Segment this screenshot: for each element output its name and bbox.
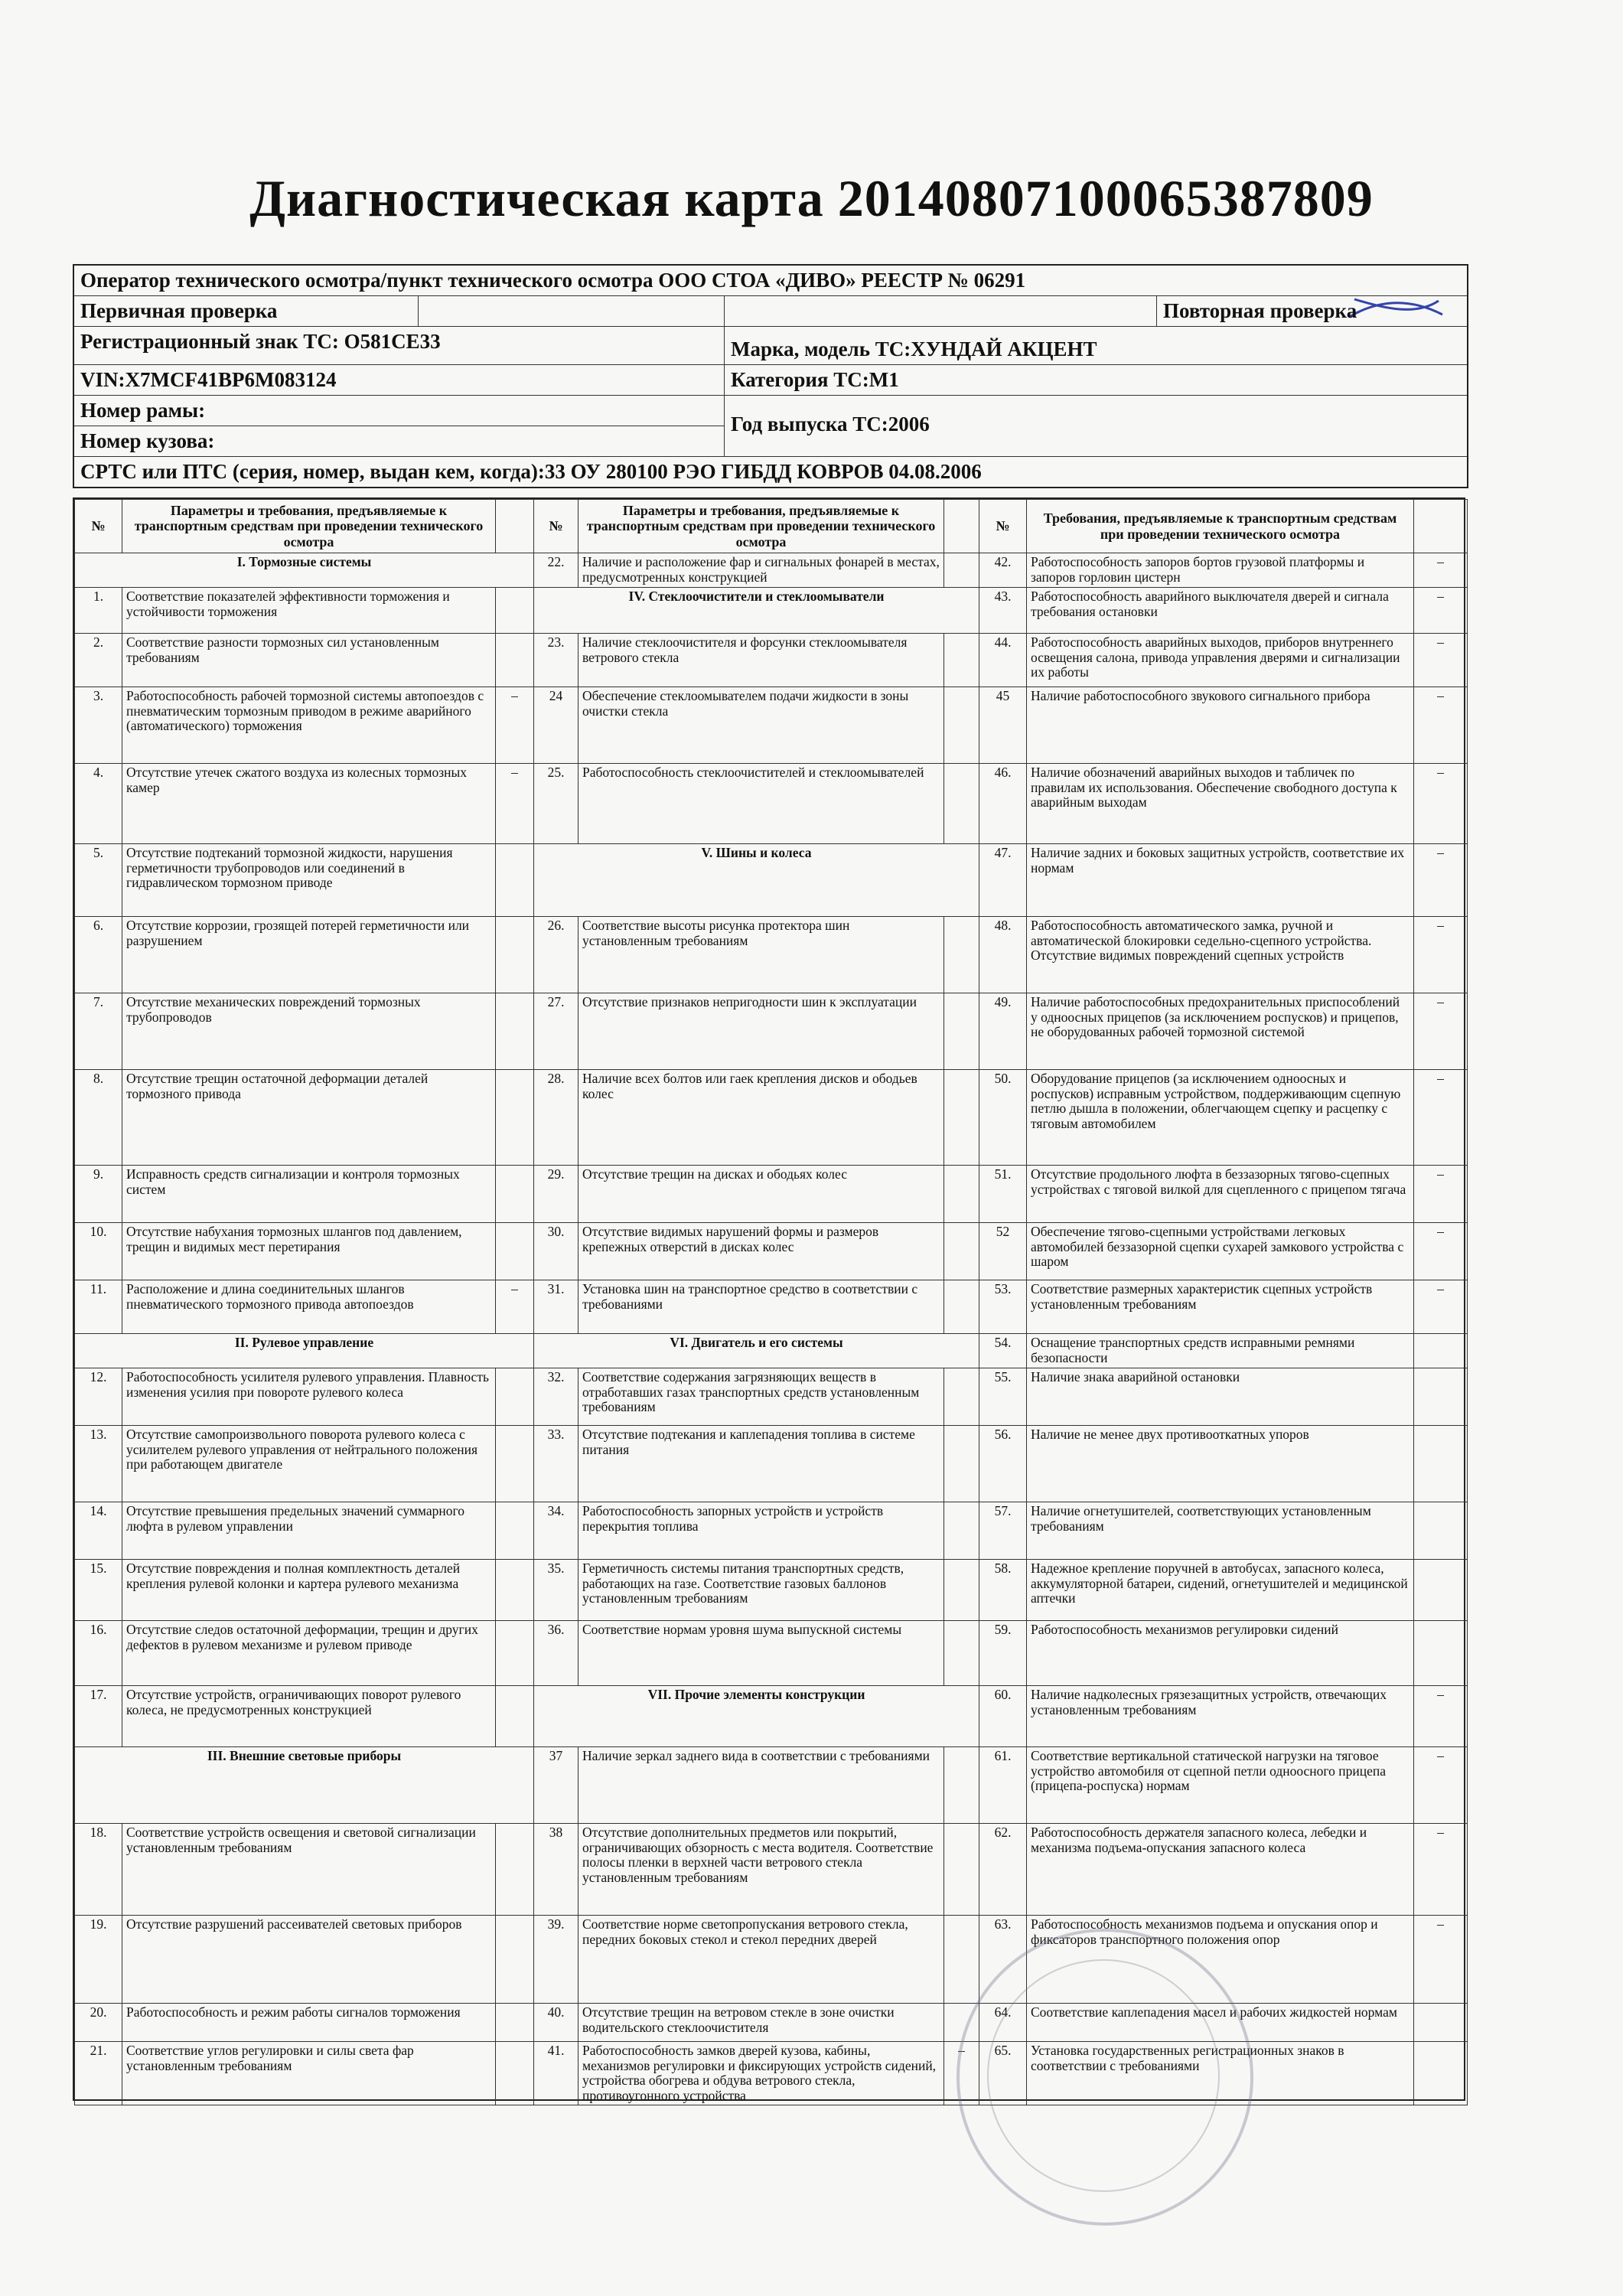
item-text: Отсутствие трещин на ветровом стекле в зоне очистки водительского стеклоочистителя	[578, 2004, 944, 2042]
item-number: 6.	[75, 917, 122, 993]
col-mark-header	[944, 500, 979, 553]
reg-row	[74, 327, 1467, 365]
item-number: 10.	[75, 1223, 122, 1280]
item-mark	[944, 1621, 979, 1686]
item-number: 44.	[979, 634, 1027, 687]
table-row	[75, 634, 1468, 687]
item-number: 42.	[979, 553, 1027, 588]
table-row	[75, 1824, 1468, 1916]
item-mark	[1414, 2004, 1468, 2042]
make-model-field: Марка, модель ТС:ХУНДАЙ АКЦЕНТ	[731, 338, 1097, 360]
repeat-check-field: Повторная проверка	[1163, 299, 1357, 322]
col-num-header: №	[534, 500, 578, 553]
item-mark	[496, 993, 534, 1070]
item-text: Отсутствие видимых нарушений формы и размеров крепежных отверстий в дисках колес	[578, 1223, 944, 1280]
item-mark	[496, 1166, 534, 1223]
operator-row	[74, 266, 1467, 296]
item-number: 33.	[534, 1426, 578, 1502]
item-number: 37	[534, 1747, 578, 1824]
item-mark: –	[1414, 1223, 1468, 1280]
item-mark	[944, 1368, 979, 1426]
item-text: Наличие всех болтов или гаек крепления дисков и ободьев колес	[578, 1070, 944, 1166]
item-text: Работоспособность замков дверей кузова, кабины, механизмов регулировки и фиксирующих устройств сидений, устройства обогрева и обдува ветрового стекла, противоугонного устройства	[578, 2042, 944, 2105]
item-text: Отсутствие механических повреждений тормозных трубопроводов	[122, 993, 496, 1070]
item-text: Наличие обозначений аварийных выходов и табличек по правилам их использования. Обеспечение свободного доступа к аварийным выходам	[1027, 764, 1414, 844]
item-number: 27.	[534, 993, 578, 1070]
item-number: 58.	[979, 1560, 1027, 1621]
item-number: 53.	[979, 1280, 1027, 1334]
item-number: 21.	[75, 2042, 122, 2105]
table-row	[75, 588, 1468, 634]
year-field: Год выпуска ТС:2006	[731, 413, 930, 435]
item-text: Работоспособность запоров бортов грузовой платформы и запоров горловин цистерн	[1027, 553, 1414, 588]
item-mark	[1414, 1368, 1468, 1426]
item-text: Исправность средств сигнализации и контроля тормозных систем	[122, 1166, 496, 1223]
item-mark: –	[1414, 1280, 1468, 1334]
item-mark	[944, 917, 979, 993]
item-mark	[496, 1426, 534, 1502]
item-mark: –	[1414, 1916, 1468, 2004]
item-text: Соответствие нормам уровня шума выпускной системы	[578, 1621, 944, 1686]
section-heading: III. Внешние световые приборы	[75, 1747, 534, 1824]
item-mark	[496, 1916, 534, 2004]
item-mark	[1414, 1621, 1468, 1686]
item-text: Работоспособность механизмов регулировки сидений	[1027, 1621, 1414, 1686]
item-text: Работоспособность держателя запасного колеса, лебедки и механизма подъема-опускания запасного колеса	[1027, 1824, 1414, 1916]
item-mark	[496, 1502, 534, 1560]
table-row	[75, 1686, 1468, 1747]
item-number: 32.	[534, 1368, 578, 1426]
item-number: 51.	[979, 1166, 1027, 1223]
item-number: 12.	[75, 1368, 122, 1426]
table-row	[75, 2042, 1468, 2105]
srts-field: СРТС или ПТС (серия, номер, выдан кем, когда):33 ОУ 280100 РЭО ГИБДД КОВРОВ 04.08.2006	[80, 460, 982, 483]
vehicle-info-table	[73, 264, 1468, 488]
frame-body-row	[74, 396, 1467, 456]
reg-sign-field: Регистрационный знак ТС: О581СЕ33	[74, 327, 725, 364]
inspection-grid	[74, 499, 1468, 2105]
item-number: 65.	[979, 2042, 1027, 2105]
item-number: 18.	[75, 1824, 122, 1916]
item-text: Установка государственных регистрационных знаков в соответствии с требованиями	[1027, 2042, 1414, 2105]
item-mark	[944, 993, 979, 1070]
item-mark: –	[1414, 917, 1468, 993]
item-number: 13.	[75, 1426, 122, 1502]
item-text: Отсутствие признаков непригодности шин к эксплуатации	[578, 993, 944, 1070]
col-num-header: №	[979, 500, 1027, 553]
item-text: Работоспособность рабочей тормозной системы автопоездов с пневматическим тормозным приводом в режиме аварийного (автоматического) торможения	[122, 687, 496, 764]
item-number: 17.	[75, 1686, 122, 1747]
item-number: 26.	[534, 917, 578, 993]
item-number: 14.	[75, 1502, 122, 1560]
item-number: 41.	[534, 2042, 578, 2105]
item-number: 61.	[979, 1747, 1027, 1824]
inspection-table	[73, 497, 1465, 2101]
item-text: Герметичность системы питания транспортных средств, работающих на газе. Соответствие газовых баллонов установленным требованиям	[578, 1560, 944, 1621]
item-mark: –	[1414, 553, 1468, 588]
item-text: Отсутствие разрушений рассеивателей световых приборов	[122, 1916, 496, 2004]
item-number: 56.	[979, 1426, 1027, 1502]
table-row	[75, 2004, 1468, 2042]
item-number: 49.	[979, 993, 1027, 1070]
item-number: 47.	[979, 844, 1027, 917]
section-heading: V. Шины и колеса	[534, 844, 979, 917]
item-text: Соответствие разности тормозных сил установленным требованиям	[122, 634, 496, 687]
item-mark	[944, 1824, 979, 1916]
item-number: 4.	[75, 764, 122, 844]
item-mark: –	[496, 1280, 534, 1334]
item-mark	[496, 588, 534, 634]
item-text: Отсутствие трещин остаточной деформации деталей тормозного привода	[122, 1070, 496, 1166]
item-number: 1.	[75, 588, 122, 634]
item-text: Наличие надколесных грязезащитных устройств, отвечающих установленным требованиям	[1027, 1686, 1414, 1747]
item-text: Отсутствие превышения предельных значений суммарного люфта в рулевом управлении	[122, 1502, 496, 1560]
item-mark	[944, 1747, 979, 1824]
item-number: 45	[979, 687, 1027, 764]
item-text: Наличие и расположение фар и сигнальных фонарей в местах, предусмотренных конструкцией	[578, 553, 944, 588]
table-row	[75, 553, 1468, 588]
table-row	[75, 687, 1468, 764]
body-field: Номер кузова:	[80, 429, 215, 452]
item-mark	[1414, 2042, 1468, 2105]
item-number: 31.	[534, 1280, 578, 1334]
item-mark	[1414, 1426, 1468, 1502]
item-text: Соответствие содержания загрязняющих веществ в отработавших газах транспортных средств установленным требованиям	[578, 1368, 944, 1426]
item-mark	[944, 1070, 979, 1166]
col-mark-header	[496, 500, 534, 553]
item-text: Работоспособность аварийного выключателя дверей и сигнала требования остановки	[1027, 588, 1414, 634]
item-text: Соответствие устройств освещения и световой сигнализации установленным требованиям	[122, 1824, 496, 1916]
item-text: Соответствие высоты рисунка протектора шин установленным требованиям	[578, 917, 944, 993]
table-row	[75, 764, 1468, 844]
item-number: 60.	[979, 1686, 1027, 1747]
item-mark: –	[1414, 687, 1468, 764]
item-mark	[496, 844, 534, 917]
item-text: Обеспечение тягово-сцепными устройствами легковых автомобилей беззазорной сцепки сухарей замкового устройства с шаром	[1027, 1223, 1414, 1280]
item-mark	[496, 1560, 534, 1621]
item-text: Соответствие показателей эффективности торможения и устойчивости торможения	[122, 588, 496, 634]
item-number: 34.	[534, 1502, 578, 1560]
item-mark	[496, 634, 534, 687]
item-text: Соответствие каплепадения масел и рабочих жидкостей нормам	[1027, 2004, 1414, 2042]
item-number: 39.	[534, 1916, 578, 2004]
item-mark	[496, 1368, 534, 1426]
item-mark	[944, 553, 979, 588]
item-number: 43.	[979, 588, 1027, 634]
item-mark	[496, 2042, 534, 2105]
item-number: 48.	[979, 917, 1027, 993]
item-mark: –	[1414, 634, 1468, 687]
item-mark: –	[1414, 588, 1468, 634]
item-mark	[944, 1166, 979, 1223]
item-text: Оснащение транспортных средств исправными ремнями безопасности	[1027, 1334, 1414, 1368]
item-text: Обеспечение стеклоомывателем подачи жидкости в зоны очистки стекла	[578, 687, 944, 764]
table-row	[75, 1560, 1468, 1621]
item-mark	[944, 1502, 979, 1560]
operator-field: Оператор технического осмотра/пункт технического осмотра ООО СТОА «ДИВО» РЕЕСТР № 06291	[80, 269, 1026, 292]
item-text: Наличие задних и боковых защитных устройств, соответствие их нормам	[1027, 844, 1414, 917]
section-heading: VII. Прочие элементы конструкции	[534, 1686, 979, 1747]
item-text: Отсутствие повреждения и полная комплектность деталей крепления рулевой колонки и картера рулевого механизма	[122, 1560, 496, 1621]
item-number: 15.	[75, 1560, 122, 1621]
item-text: Отсутствие дополнительных предметов или покрытий, ограничивающих обзорность с места водителя. Соответствие полосы пленки в верхней части ветрового стекла установленным требованиям	[578, 1824, 944, 1916]
col-params-header: Параметры и требования, предъявляемые к транспортным средствам при проведении технического осмотра	[578, 500, 944, 553]
item-number: 62.	[979, 1824, 1027, 1916]
item-text: Надежное крепление поручней в автобусах, запасного колеса, аккумуляторной батареи, сидений, огнетушителей и медицинской аптечки	[1027, 1560, 1414, 1621]
item-text: Соответствие углов регулировки и силы света фар установленным требованиям	[122, 2042, 496, 2105]
item-text: Наличие зеркал заднего вида в соответствии с требованиями	[578, 1747, 944, 1824]
item-number: 55.	[979, 1368, 1027, 1426]
item-mark	[944, 687, 979, 764]
table-row	[75, 1368, 1468, 1426]
item-text: Отсутствие самопроизвольного поворота рулевого колеса с усилителем рулевого управления от нейтрального положения при работающем двигателе	[122, 1426, 496, 1502]
item-mark: –	[944, 2042, 979, 2105]
item-mark: –	[1414, 993, 1468, 1070]
item-number: 20.	[75, 2004, 122, 2042]
item-mark	[496, 917, 534, 993]
item-number: 23.	[534, 634, 578, 687]
item-number: 59.	[979, 1621, 1027, 1686]
section-heading: II. Рулевое управление	[75, 1334, 534, 1368]
item-number: 7.	[75, 993, 122, 1070]
item-text: Работоспособность усилителя рулевого управления. Плавность изменения усилия при повороте рулевого колеса	[122, 1368, 496, 1426]
seal-stamp-inner-icon	[987, 1959, 1220, 2192]
table-row	[75, 1223, 1468, 1280]
category-field: Категория ТС:М1	[731, 368, 899, 391]
item-number: 28.	[534, 1070, 578, 1166]
item-text: Работоспособность и режим работы сигналов торможения	[122, 2004, 496, 2042]
item-number: 50.	[979, 1070, 1027, 1166]
item-text: Работоспособность стеклоочистителей и стеклоомывателей	[578, 764, 944, 844]
item-mark: –	[1414, 1070, 1468, 1166]
item-text: Работоспособность автоматического замка, ручной и автоматической блокировки седельно-сцепного устройства. Отсутствие видимых повреждений сцепных устройств	[1027, 917, 1414, 993]
item-mark: –	[496, 764, 534, 844]
item-mark	[496, 1824, 534, 1916]
item-text: Отсутствие утечек сжатого воздуха из колесных тормозных камер	[122, 764, 496, 844]
item-text: Отсутствие устройств, ограничивающих поворот рулевого колеса, не предусмотренных конструкцией	[122, 1686, 496, 1747]
item-mark: –	[1414, 1166, 1468, 1223]
item-mark	[944, 1426, 979, 1502]
item-text: Работоспособность механизмов подъема и опускания опор и фиксаторов транспортного положения опор	[1027, 1916, 1414, 2004]
table-row	[75, 1621, 1468, 1686]
item-number: 3.	[75, 687, 122, 764]
item-number: 63.	[979, 1916, 1027, 2004]
table-row	[75, 993, 1468, 1070]
item-number: 16.	[75, 1621, 122, 1686]
table-row	[75, 917, 1468, 993]
item-number: 38	[534, 1824, 578, 1916]
item-number: 9.	[75, 1166, 122, 1223]
item-number: 57.	[979, 1502, 1027, 1560]
section-heading: VI. Двигатель и его системы	[534, 1334, 979, 1368]
item-text: Расположение и длина соединительных шлангов пневматического тормозного привода автопоездов	[122, 1280, 496, 1334]
page-title: Диагностическая карта 20140807100065387809	[249, 169, 1374, 227]
col-num-header: №	[75, 500, 122, 553]
col-mark-header	[1414, 500, 1468, 553]
item-text: Отсутствие набухания тормозных шлангов под давлением, трещин и видимых мест перетирания	[122, 1223, 496, 1280]
item-number: 46.	[979, 764, 1027, 844]
item-number: 35.	[534, 1560, 578, 1621]
item-text: Оборудование прицепов (за исключением одноосных и роспусков) исправным устройством, поддерживающим сцепную петлю дышла в положении, облегчающем сцепку и расцепку с тяговым автомобилем	[1027, 1070, 1414, 1166]
check-type-row	[74, 296, 1467, 327]
item-mark	[496, 1070, 534, 1166]
item-text: Соответствие размерных характеристик сцепных устройств установленным требованиям	[1027, 1280, 1414, 1334]
table-row	[75, 1166, 1468, 1223]
item-mark	[496, 1223, 534, 1280]
item-text: Наличие работоспособного звукового сигнального прибора	[1027, 687, 1414, 764]
item-number: 36.	[534, 1621, 578, 1686]
item-mark: –	[1414, 1747, 1468, 1824]
item-text: Наличие не менее двух противооткатных упоров	[1027, 1426, 1414, 1502]
table-row	[75, 1426, 1468, 1502]
table-row	[75, 1334, 1468, 1368]
item-mark: –	[1414, 1686, 1468, 1747]
item-mark	[496, 2004, 534, 2042]
srts-row	[74, 456, 1467, 487]
item-text: Соответствие вертикальной статической нагрузки на тяговое устройство автомобиля от сцепной петли одноосного прицепа (прицепа-роспуска) нормам	[1027, 1747, 1414, 1824]
item-text: Отсутствие подтеканий тормозной жидкости, нарушения герметичности трубопроводов или соединений в гидравлическом тормозном приводе	[122, 844, 496, 917]
item-mark	[944, 1916, 979, 2004]
table-row	[75, 1916, 1468, 2004]
item-mark: –	[1414, 1824, 1468, 1916]
primary-check-blank	[419, 296, 725, 326]
item-text: Работоспособность запорных устройств и устройств перекрытия топлива	[578, 1502, 944, 1560]
frame-body-left	[74, 396, 725, 456]
blank-cell	[725, 296, 1157, 326]
item-number: 25.	[534, 764, 578, 844]
item-number: 52	[979, 1223, 1027, 1280]
table-row	[75, 844, 1468, 917]
item-text: Соответствие норме светопропускания ветрового стекла, передних боковых стекол и стекол передних дверей	[578, 1916, 944, 2004]
primary-check-field: Первичная проверка	[74, 296, 419, 326]
col-params-header: Параметры и требования, предъявляемые к транспортным средствам при проведении технического осмотра	[122, 500, 496, 553]
item-mark	[496, 1621, 534, 1686]
col-reqs-header: Требования, предъявляемые к транспортным средствам при проведении технического осмотра	[1027, 500, 1414, 553]
item-number: 19.	[75, 1916, 122, 2004]
item-mark	[944, 1223, 979, 1280]
item-number: 54.	[979, 1334, 1027, 1368]
table-header-row	[75, 500, 1468, 553]
item-number: 22.	[534, 553, 578, 588]
item-text: Отсутствие следов остаточной деформации, трещин и других дефектов в рулевом механизме и рулевом приводе	[122, 1621, 496, 1686]
item-text: Отсутствие трещин на дисках и ободьях колес	[578, 1166, 944, 1223]
item-mark: –	[1414, 844, 1468, 917]
table-row	[75, 1070, 1468, 1166]
item-number: 30.	[534, 1223, 578, 1280]
item-number: 11.	[75, 1280, 122, 1334]
item-number: 2.	[75, 634, 122, 687]
item-text: Наличие огнетушителей, соответствующих установленным требованиям	[1027, 1502, 1414, 1560]
item-text: Работоспособность аварийных выходов, приборов внутреннего освещения салона, привода управления дверями и сигнализации их работы	[1027, 634, 1414, 687]
table-row	[75, 1502, 1468, 1560]
vin-field: VIN:X7MCF41BP6M083124	[74, 365, 725, 395]
item-mark	[944, 1280, 979, 1334]
item-text: Наличие знака аварийной остановки	[1027, 1368, 1414, 1426]
item-text: Наличие работоспособных предохранительных приспособлений у одноосных прицепов (за исключением роспусков) и прицепов, не оборудованных рабочей тормозной системой	[1027, 993, 1414, 1070]
item-number: 40.	[534, 2004, 578, 2042]
vin-row	[74, 365, 1467, 396]
item-mark: –	[1414, 764, 1468, 844]
item-text: Установка шин на транспортное средство в соответствии с требованиями	[578, 1280, 944, 1334]
item-mark	[496, 1686, 534, 1747]
section-heading: IV. Стеклоочистители и стеклоомыватели	[534, 588, 979, 634]
item-mark	[1414, 1560, 1468, 1621]
item-mark: –	[496, 687, 534, 764]
item-number: 29.	[534, 1166, 578, 1223]
item-mark	[1414, 1502, 1468, 1560]
section-heading: I. Тормозные системы	[75, 553, 534, 588]
item-mark	[944, 634, 979, 687]
table-row	[75, 1747, 1468, 1824]
item-mark	[944, 764, 979, 844]
item-text: Отсутствие коррозии, грозящей потерей герметичности или разрушением	[122, 917, 496, 993]
item-mark	[1414, 1334, 1468, 1368]
item-text: Отсутствие продольного люфта в беззазорных тягово-сцепных устройствах с тяговой вилкой для сцепленного с прицепом тягача	[1027, 1166, 1414, 1223]
frame-field: Номер рамы:	[74, 396, 724, 426]
item-number: 5.	[75, 844, 122, 917]
item-text: Отсутствие подтекания и каплепадения топлива в системе питания	[578, 1426, 944, 1502]
table-row	[75, 1280, 1468, 1334]
item-text: Наличие стеклоочистителя и форсунки стеклоомывателя ветрового стекла	[578, 634, 944, 687]
item-number: 8.	[75, 1070, 122, 1166]
item-number: 64.	[979, 2004, 1027, 2042]
item-mark	[944, 1560, 979, 1621]
item-number: 24	[534, 687, 578, 764]
